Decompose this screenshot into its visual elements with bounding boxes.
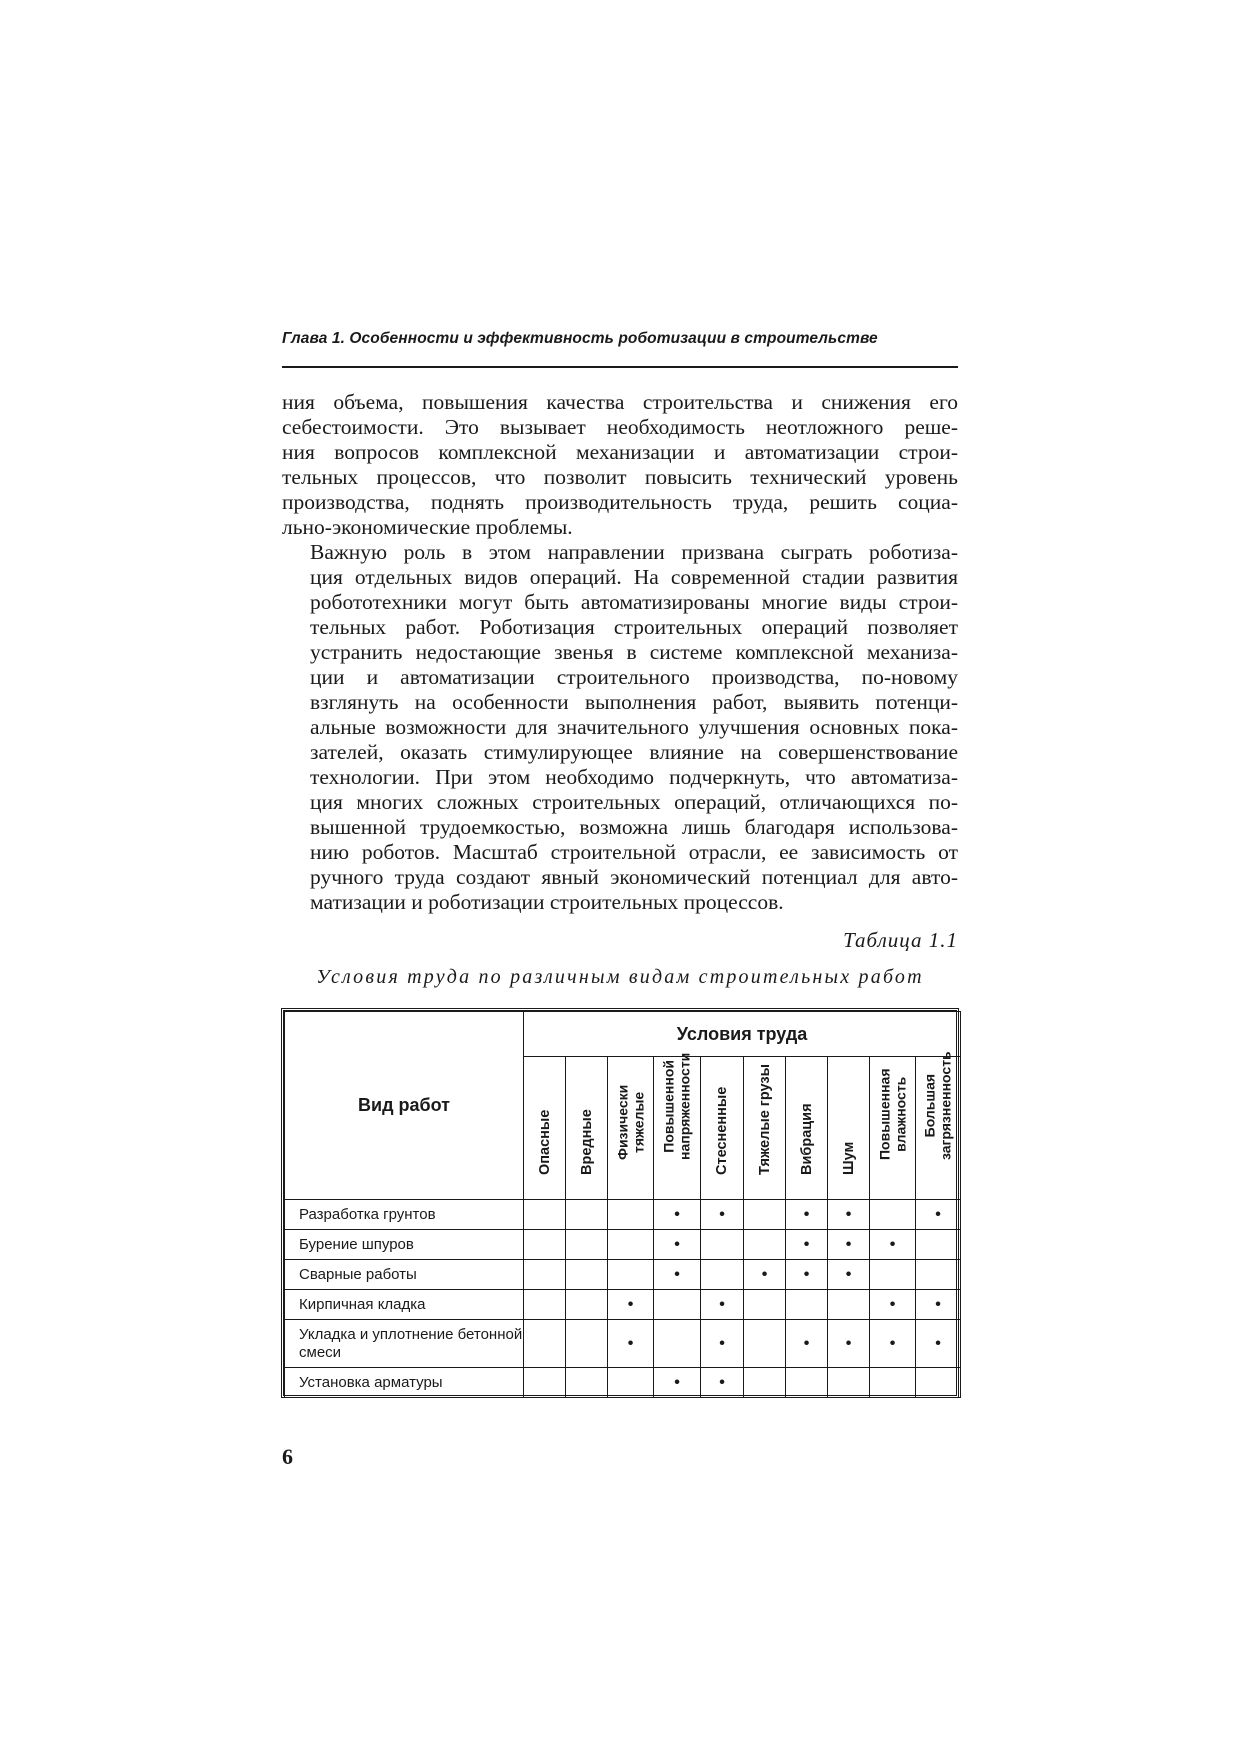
column-header-label bbox=[923, 1051, 954, 1160]
text-line: вышенной трудоемкостью, возможна лишь благодаря использова- bbox=[310, 815, 958, 839]
column-header-line: Повышенная bbox=[876, 1068, 892, 1160]
conditions-table-frame bbox=[281, 1008, 959, 1398]
table-cell: • bbox=[828, 1260, 870, 1290]
header-rule bbox=[282, 366, 958, 368]
table-cell: • bbox=[786, 1320, 828, 1368]
table-cell bbox=[786, 1290, 828, 1320]
table-cell bbox=[566, 1290, 608, 1320]
table-cell bbox=[524, 1368, 566, 1398]
table-cell bbox=[744, 1200, 786, 1230]
table-cell bbox=[916, 1368, 961, 1398]
column-header bbox=[701, 1057, 744, 1200]
table-cell bbox=[608, 1230, 654, 1260]
table-caption: Условия труда по различным видам строительных работ bbox=[316, 966, 924, 988]
column-header-label bbox=[537, 1110, 553, 1175]
table-row bbox=[285, 1368, 961, 1398]
table-cell: • bbox=[916, 1290, 961, 1320]
column-header-line: Повышенной bbox=[660, 1060, 677, 1153]
table-cell bbox=[524, 1200, 566, 1230]
row-label: Укладка и уплотнение бетонной смеси bbox=[285, 1320, 524, 1368]
column-header-label bbox=[877, 1069, 908, 1161]
running-head: Глава 1. Особенности и эффективность роботизации в строительстве bbox=[282, 330, 878, 347]
table-cell: • bbox=[701, 1320, 744, 1368]
table-cell: • bbox=[786, 1200, 828, 1230]
column-header-label bbox=[841, 1142, 857, 1175]
table-row bbox=[285, 1260, 961, 1290]
table-cell: • bbox=[870, 1290, 916, 1320]
column-header bbox=[828, 1057, 870, 1200]
table-cell: • bbox=[701, 1200, 744, 1230]
column-header-label bbox=[757, 1064, 773, 1175]
table-cell bbox=[608, 1200, 654, 1230]
table-cell bbox=[608, 1368, 654, 1398]
paragraph-1 bbox=[282, 390, 958, 540]
column-header-label bbox=[579, 1109, 595, 1175]
table-cell bbox=[828, 1368, 870, 1398]
table-cell bbox=[566, 1260, 608, 1290]
text-line: ции и автоматизации строительного производства, по-новому bbox=[310, 665, 958, 689]
table-cell bbox=[701, 1260, 744, 1290]
table-cell bbox=[744, 1368, 786, 1398]
table-cell: • bbox=[828, 1320, 870, 1368]
page-number: 6 bbox=[282, 1444, 293, 1469]
text-line: ручного труда создают явный экономический потенциал для авто- bbox=[310, 865, 958, 889]
row-label: Разработка грунтов bbox=[285, 1200, 524, 1230]
column-header-line: Физически bbox=[614, 1084, 630, 1160]
table-cell bbox=[524, 1260, 566, 1290]
table-cell bbox=[828, 1290, 870, 1320]
table-cell bbox=[608, 1260, 654, 1290]
table-cell bbox=[870, 1368, 916, 1398]
table-cell bbox=[566, 1320, 608, 1368]
column-header-line: Опасные bbox=[536, 1109, 553, 1175]
text-line: Важную роль в этом направлении призвана сыграть роботиза- bbox=[310, 540, 958, 564]
column-header-line: Вредные bbox=[578, 1109, 595, 1175]
column-header bbox=[524, 1057, 566, 1200]
text-line: производства, поднять производительность труда, решить социа- bbox=[282, 490, 958, 514]
text-line: устранить недостающие звенья в системе комплексной механиза- bbox=[310, 640, 958, 664]
table-cell: • bbox=[828, 1230, 870, 1260]
paragraph-2 bbox=[282, 540, 958, 915]
text-line: ция отдельных видов операций. На современной стадии развития bbox=[310, 565, 958, 589]
table-cell: • bbox=[608, 1320, 654, 1368]
text-line: технологии. При этом необходимо подчеркнуть, что автоматиза- bbox=[310, 765, 958, 789]
table-cell: • bbox=[608, 1290, 654, 1320]
text-line: ция многих сложных строительных операций, отличающихся по- bbox=[310, 790, 958, 814]
table-row bbox=[285, 1200, 961, 1230]
conditions-table bbox=[284, 1011, 961, 1398]
text-line: матизации и роботизации строительных процессов. bbox=[310, 890, 784, 914]
table-cell bbox=[524, 1320, 566, 1368]
column-header-label bbox=[615, 1085, 646, 1160]
table-cell: • bbox=[828, 1200, 870, 1230]
text-line: тельных работ. Роботизация строительных операций позволяет bbox=[310, 615, 958, 639]
column-header bbox=[786, 1057, 828, 1200]
text-line: ния объема, повышения качества строительства и снижения его bbox=[282, 390, 958, 414]
table-label: Таблица 1.1 bbox=[843, 928, 958, 952]
text-line: нию роботов. Масштаб строительной отрасли, ее зависимость от bbox=[310, 840, 958, 864]
table-cell bbox=[916, 1260, 961, 1290]
column-header-line: тяжелые bbox=[629, 1091, 646, 1153]
row-header: Вид работ bbox=[285, 1012, 524, 1200]
column-header-line: напряженности bbox=[676, 1052, 692, 1160]
table-cell: • bbox=[654, 1368, 701, 1398]
table-cell: • bbox=[654, 1260, 701, 1290]
table-cell: • bbox=[701, 1368, 744, 1398]
table-body bbox=[285, 1200, 961, 1398]
table-cell: • bbox=[870, 1230, 916, 1260]
table-cell: • bbox=[786, 1260, 828, 1290]
table-row bbox=[285, 1320, 961, 1368]
column-header bbox=[870, 1057, 916, 1200]
table-cell: • bbox=[916, 1200, 961, 1230]
table-cell bbox=[916, 1230, 961, 1260]
column-header-line: Вибрация bbox=[798, 1103, 815, 1175]
table-cell bbox=[701, 1230, 744, 1260]
column-header-line: Стесненные bbox=[714, 1086, 730, 1175]
table-cell bbox=[870, 1200, 916, 1230]
table-cell bbox=[566, 1230, 608, 1260]
column-header-label bbox=[714, 1087, 730, 1175]
table-cell bbox=[566, 1200, 608, 1230]
column-header bbox=[916, 1051, 961, 1200]
text-line: себестоимости. Это вызывает необходимость неотложного реше- bbox=[282, 415, 958, 439]
text-line: альные возможности для значительного улучшения основных пока- bbox=[310, 715, 958, 739]
row-label: Кирпичная кладка bbox=[285, 1290, 524, 1320]
text-line: льно-экономические проблемы. bbox=[282, 515, 573, 539]
column-header bbox=[744, 1057, 786, 1200]
table-cell bbox=[744, 1230, 786, 1260]
table-cell: • bbox=[744, 1260, 786, 1290]
column-header-line: загрязненность bbox=[937, 1051, 954, 1160]
text-line: тельных процессов, что позволит повысить технический уровень bbox=[282, 465, 958, 489]
table-cell bbox=[524, 1290, 566, 1320]
table-cell bbox=[744, 1320, 786, 1368]
table-cell bbox=[654, 1290, 701, 1320]
text-line: взглянуть на особенности выполнения работ, выявить потенци- bbox=[310, 690, 958, 714]
row-label: Установка арматуры bbox=[285, 1368, 524, 1398]
table-cell: • bbox=[916, 1320, 961, 1368]
text-line: зателей, оказать стимулирующее влияние на совершенствование bbox=[310, 740, 958, 764]
column-header bbox=[654, 1052, 701, 1200]
column-header-line: Большая bbox=[921, 1073, 938, 1138]
table-cell bbox=[654, 1320, 701, 1368]
table-cell: • bbox=[870, 1320, 916, 1368]
row-label: Бурение шпуров bbox=[285, 1230, 524, 1260]
table-cell bbox=[744, 1290, 786, 1320]
table-cell bbox=[870, 1260, 916, 1290]
table-row bbox=[285, 1290, 961, 1320]
table-cell: • bbox=[654, 1200, 701, 1230]
table-cell bbox=[524, 1230, 566, 1260]
table-cell bbox=[786, 1368, 828, 1398]
column-header bbox=[566, 1057, 608, 1200]
text-line: робототехники могут быть автоматизированы многие виды строи- bbox=[310, 590, 958, 614]
column-header-label bbox=[662, 1053, 693, 1160]
table-cell: • bbox=[786, 1230, 828, 1260]
table-cell: • bbox=[701, 1290, 744, 1320]
table-cell: • bbox=[654, 1230, 701, 1260]
column-header-label bbox=[799, 1103, 815, 1175]
table-row bbox=[285, 1230, 961, 1260]
table-cell bbox=[566, 1368, 608, 1398]
column-header-line: Шум bbox=[840, 1141, 857, 1175]
column-header-line: Тяжелые грузы bbox=[756, 1064, 773, 1175]
column-header-line: влажность bbox=[891, 1076, 908, 1152]
column-header bbox=[608, 1057, 654, 1200]
text-line: ния вопросов комплексной механизации и автоматизации строи- bbox=[282, 440, 958, 464]
row-label: Сварные работы bbox=[285, 1260, 524, 1290]
body-text bbox=[282, 390, 958, 915]
group-header: Условия труда bbox=[524, 1012, 961, 1057]
